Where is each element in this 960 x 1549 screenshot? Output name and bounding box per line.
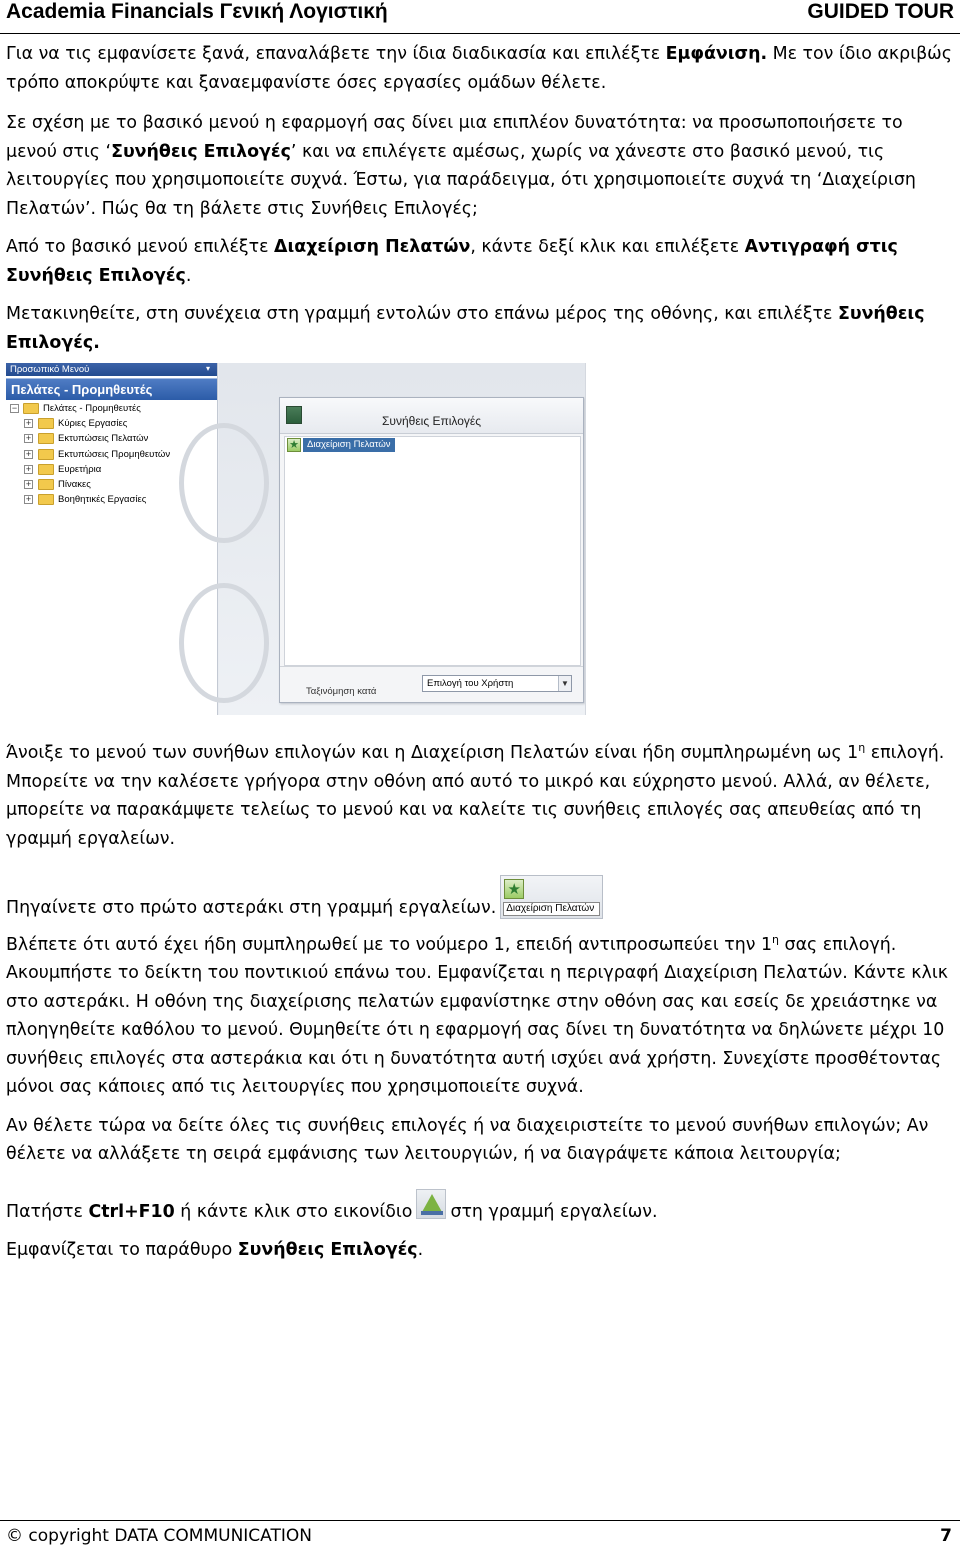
menu-caption-text: Προσωπικό Μενού	[10, 364, 90, 375]
folder-icon	[23, 403, 39, 414]
paragraph-copy-to-favorites	[6, 233, 954, 290]
paragraph-show-again	[6, 40, 954, 97]
favorites-list	[284, 436, 581, 666]
text: Άνοιξε το μενού των συνήθων επιλογών και η Διαχείριση Πελατών είναι ήδη συμπληρωμένη ως 1	[6, 743, 859, 763]
paragraph-favorites-intro	[6, 109, 954, 223]
folder-icon	[38, 433, 54, 444]
tree-label: Ευρετήρια	[58, 463, 102, 475]
tree-label: Πελάτες - Προμηθευτές	[43, 403, 141, 414]
dialog-title: Συνήθεις Επιλογές	[382, 414, 482, 428]
star-icon: ★	[287, 438, 301, 452]
guided-tour-label: GUIDED TOUR	[807, 0, 954, 23]
text: Αν θέλετε τώρα να δείτε όλες τις συνήθεις επιλογές ή να διαχειριστείτε το μενού συνήθων επιλογών; Αν θέλετε να αλλάξετε τη σειρά εμφάνισης των λειτουργιών, ή να διαγράψετε κάποια λειτουργία;	[6, 1115, 929, 1164]
favorites-dialog	[279, 397, 584, 703]
text: Από το βασικό μενού επιλέξτε	[6, 237, 275, 257]
app-icon	[286, 406, 302, 424]
text: ’ και να επιλέγετε αμέσως, χωρίς να χάνεστε στο βασικό μενού, τις λειτουργίες που χρησιμοποιείτε συχνά. Έστω, για παράδειγμα, ότι χρησιμοποιείτε συχνά τη ‘Διαχείριση Πελατών’. Πώς θα τη βάλετε στις Συνήθεις Επιλογές;	[6, 141, 916, 219]
bold-text: Εμφάνιση.	[665, 44, 768, 64]
star-icon: ★	[504, 879, 524, 899]
tree-label: Κύριες Εργασίες	[58, 418, 128, 430]
expand-icon[interactable]: +	[25, 494, 32, 505]
sort-select-value: Επιλογή του Χρήστη	[427, 678, 514, 689]
text: Σε σχέση με το βασικό μενού η εφαρμογή σας δίνει μια επιπλέον δυνατότητα: να προσωποποιήσετε το μενού στις ‘	[6, 113, 903, 162]
background-decoration	[179, 583, 269, 703]
superscript: η	[858, 741, 866, 755]
text: , κάντε δεξί κλικ και επιλέξετε	[470, 237, 745, 257]
paragraph-shortcut	[6, 1189, 954, 1227]
text: .	[417, 1240, 424, 1260]
text: .	[185, 265, 192, 286]
superscript: η	[772, 932, 780, 946]
favorites-screenshot	[6, 363, 586, 715]
tree-label: Εκτυπώσεις Πελατών	[58, 433, 149, 445]
text: Πατήστε	[6, 1201, 89, 1222]
star-button-tooltip: Διαχείριση Πελατών	[503, 902, 600, 916]
sort-select[interactable]	[422, 675, 572, 692]
work-area	[219, 363, 586, 715]
expand-icon[interactable]: +	[25, 433, 32, 444]
text: Εμφανίζεται το παράθυρο	[6, 1240, 238, 1260]
bold-text: Αντιγραφή στις Συνήθεις Επιλογές	[6, 237, 898, 286]
dialog-bottom-bar	[280, 666, 583, 702]
tree-label: Πίνακες	[58, 478, 91, 490]
folder-icon	[38, 494, 54, 505]
triangle-shape	[422, 1194, 442, 1212]
pin-icon[interactable]: ▾	[206, 364, 211, 373]
chevron-down-icon[interactable]: ▼	[558, 676, 571, 691]
text: ή κάντε κλικ στο εικονίδιο	[174, 1201, 413, 1222]
manage-favorites-icon[interactable]	[416, 1189, 446, 1219]
text: επιλογή. Μπορείτε να την καλέσετε γρήγορα στην οθόνη από αυτό το μικρό και εύχρηστο μενού. Αλλά, αν θέλετε, μπορείτε να παρακάμψετε τελείως το μενού και να καλείτε τις συνήθεις επιλογές σας απευθείας από τη γραμμή εργαλείων.	[6, 743, 945, 849]
list-item[interactable]	[285, 437, 580, 453]
bold-text: Διαχείριση Πελατών	[274, 237, 471, 257]
expand-icon[interactable]: +	[25, 478, 32, 489]
page-header	[0, 0, 960, 34]
expand-icon[interactable]: +	[25, 463, 32, 474]
bold-text: Συνήθεις Επιλογές	[111, 141, 291, 162]
page-footer	[0, 1520, 960, 1548]
paragraph-window-appears	[6, 1236, 954, 1265]
background-decoration	[179, 423, 269, 543]
paragraph-toolbar-star	[6, 875, 954, 923]
folder-icon	[38, 449, 54, 460]
bold-text: Συνήθεις Επιλογές	[237, 1240, 418, 1260]
collapse-icon[interactable]: −	[11, 403, 18, 413]
bold-text: Ctrl+F10	[88, 1201, 175, 1222]
page-content	[6, 40, 954, 1265]
dialog-titlebar	[280, 398, 583, 434]
expand-icon[interactable]: +	[25, 448, 32, 459]
paragraph-menu-opened	[6, 739, 954, 853]
text: στη γραμμή εργαλείων.	[450, 1201, 658, 1222]
text: Πηγαίνετε στο πρώτο αστεράκι στη γραμμή εργαλείων.	[6, 898, 497, 918]
tree-label: Εκτυπώσεις Προμηθευτών	[58, 448, 171, 460]
folder-icon	[38, 464, 54, 475]
paragraph-star-usage	[6, 931, 954, 1102]
menu-group-header[interactable]: Πελάτες - Προμηθευτές	[6, 378, 217, 400]
paragraph-select-favorites	[6, 300, 954, 357]
bold-text: Συνήθεις Επιλογές.	[6, 304, 925, 353]
text: σας επιλογή. Ακουμπήστε το δείκτη του ποντικιού επάνω του. Εμφανίζεται η περιγραφή Διαχείριση Πελατών. Κάντε κλικ στο αστεράκι. Η οθόνη της διαχείρισης πελατών εμφανίστηκε στην οθόνη σας και εσείς δε χρειάστηκε να πλοηγηθείτε καθόλου το μενού. Θυμηθείτε ότι η εφαρμογή σας δίνει τη δυνατότητα να δηλώνετε μέχρι 10 συνήθεις επιλογές στα αστεράκια και ότι η δυνατότητα αυτή ισχύει ανά χρήστη. Συνεχίστε προσθέτοντας μόνοι σας κάποιες από τις λειτουργίες που χρησιμοποιείτε συχνά.	[6, 934, 948, 1097]
text: Μετακινηθείτε, στη συνέχεια στη γραμμή εντολών στο επάνω μέρος της οθόνης, και επιλέξτε	[6, 304, 838, 324]
folder-icon	[38, 418, 54, 429]
sort-label: Ταξινόμηση κατά	[306, 686, 377, 697]
favorite-star-button[interactable]	[500, 875, 603, 919]
expand-icon[interactable]: +	[25, 418, 32, 429]
copyright-text: © copyright DATA COMMUNICATION	[6, 1526, 312, 1546]
tree-label: Βοηθητικές Εργασίες	[58, 494, 147, 506]
list-item-label[interactable]: Διαχείριση Πελατών	[303, 438, 395, 452]
text: Με τον ίδιο ακριβώς τρόπο αποκρύψτε και ξαναεμφανίστε όσες εργασίες ομάδων θέλετε.	[6, 44, 952, 93]
folder-icon	[38, 479, 54, 490]
page-number: 7	[940, 1526, 952, 1546]
bar-shape	[421, 1211, 443, 1215]
text: Για να τις εμφανίσετε ξανά, επαναλάβετε την ίδια διαδικασία και επιλέξτε	[6, 44, 666, 64]
text: Βλέπετε ότι αυτό έχει ήδη συμπληρωθεί με το νούμερο 1, επειδή αντιπροσωπεύει την 1	[6, 934, 773, 955]
personal-menu-caption	[6, 363, 217, 376]
document-title: Academia Financials Γενική Λογιστική	[6, 0, 388, 23]
paragraph-manage-question	[6, 1112, 954, 1169]
